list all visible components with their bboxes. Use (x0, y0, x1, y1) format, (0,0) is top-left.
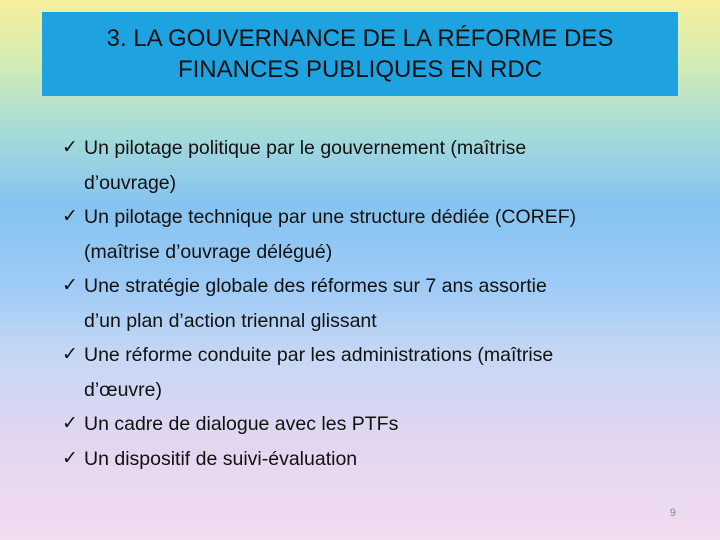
bullet-item (62, 338, 682, 407)
slide-title (42, 12, 678, 96)
checkmark-icon: ✓ (62, 137, 78, 158)
bullet-line: (maîtrise d’ouvrage délégué) (84, 240, 333, 263)
bullet-line: Une réforme conduite par les administrations (maîtrise (84, 344, 554, 366)
checkmark-icon: ✓ (62, 447, 78, 469)
checkmark-icon: ✓ (62, 206, 78, 227)
slide-title-line-1: 3. LA GOUVERNANCE DE LA RÉFORME DES (106, 25, 614, 52)
checkmark-icon: ✓ (62, 275, 78, 296)
bullet-item (62, 269, 682, 338)
bullet-item (62, 442, 682, 477)
bullet-text (82, 131, 526, 200)
bullet-line: Un pilotage politique par le gouvernement (maîtrise (84, 137, 527, 159)
bullet-line: d’ouvrage) (84, 171, 177, 194)
bullet-item (62, 407, 682, 442)
bullet-text (82, 200, 576, 269)
bullet-item (62, 131, 682, 200)
bullet-line: d’un plan d’action triennal glissant (84, 309, 377, 332)
bullet-list (62, 131, 682, 476)
bullet-line: d’œuvre) (84, 378, 163, 401)
bullet-line: Un cadre de dialogue avec les PTFs (84, 413, 399, 435)
bullet-text (82, 442, 357, 477)
checkmark-icon: ✓ (62, 413, 78, 434)
page-number: 9 (669, 507, 676, 519)
bullet-line: Un dispositif de suivi-évaluation (84, 447, 358, 470)
bullet-text (82, 338, 553, 407)
checkmark-icon: ✓ (62, 344, 78, 365)
bullet-text (82, 269, 547, 338)
bullet-line: Une stratégie globale des réformes sur 7 ans assortie (84, 275, 547, 297)
slide-title-line-2: FINANCES PUBLIQUES EN RDC (177, 56, 543, 83)
bullet-item (62, 200, 682, 269)
bullet-line: Un pilotage technique par une structure dédiée (COREF) (84, 206, 577, 228)
bullet-text (82, 407, 398, 442)
